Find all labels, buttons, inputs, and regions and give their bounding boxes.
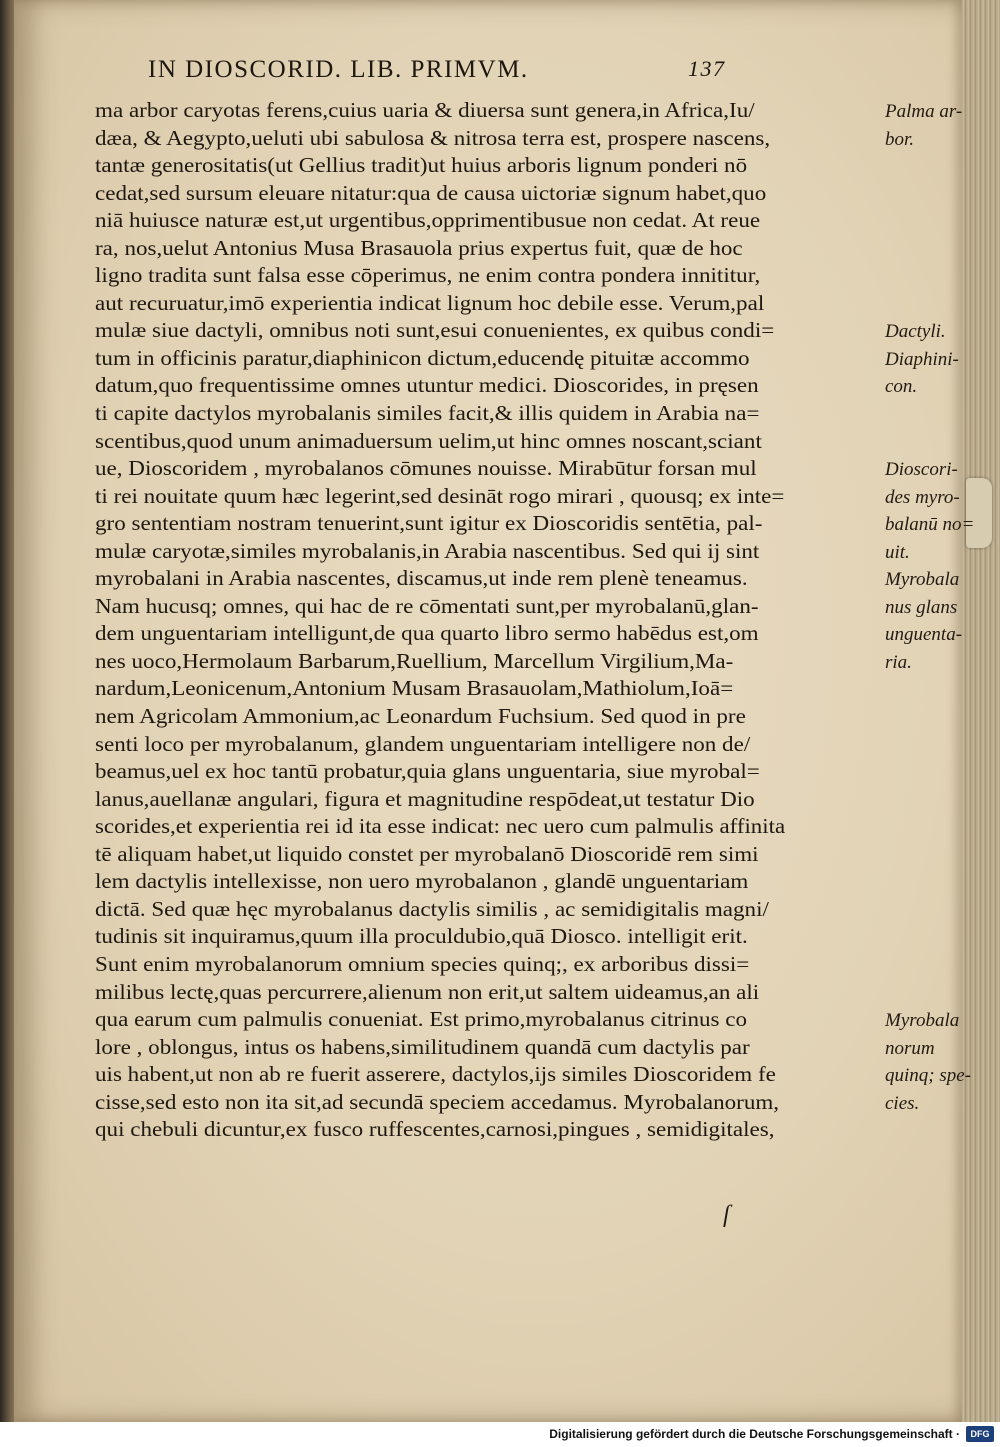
text-line-content: ma arbor caryotas ferens,cuius uaria & diuersa sunt genera,in Africa,Iu/ — [95, 100, 755, 122]
text-line-content: senti loco per myrobalanum, glandem unguentariam intelligere non de/ — [95, 733, 751, 756]
text-line — [95, 814, 787, 842]
text-line — [95, 373, 787, 401]
marginal-note-line: nus glans — [885, 596, 958, 618]
text-line-content: qui chebuli dicuntur,ex fusco ruffescentes,carnosi,pingues , semidigitales, — [95, 1119, 775, 1142]
text-line — [95, 676, 787, 704]
marginal-note-line: Myrobala — [885, 1010, 960, 1032]
running-head-title: IN DIOSCORID. LIB. PRIMVM. — [148, 56, 529, 83]
text-line — [95, 318, 787, 346]
text-line — [95, 1090, 787, 1118]
text-line-content: milibus lectę,quas percurrere,alienum non erit,ut saltem uideamus,an ali — [95, 981, 760, 1004]
marginal-note-line: balanū no= — [885, 514, 975, 536]
text-line — [95, 787, 787, 815]
marginal-note-line: con. — [885, 376, 918, 398]
marginal-note — [885, 318, 959, 401]
text-line — [95, 346, 787, 374]
text-line-content: nes uoco,Hermolaum Barbarum,Ruellium, Marcellum Virgilium,Ma- — [95, 650, 734, 673]
marginal-note-line: Myrobala — [885, 569, 960, 591]
text-line — [95, 566, 787, 594]
text-line — [95, 263, 787, 291]
marginal-note-line: bor. — [885, 128, 915, 150]
marginal-note — [885, 566, 962, 676]
text-line — [95, 1035, 787, 1063]
text-line-content: Nam hucusq; omnes, qui hac de re cōmentati sunt,per myrobalanū,glan- — [95, 595, 759, 618]
text-line-content: uis habent,ut non ab re fuerit asserere, dactylos,ijs similes Dioscoridem fe — [95, 1064, 776, 1087]
text-line-content: beamus,uel ex hoc tantū probatur,quia glans unguentaria, siue myrobal= — [95, 761, 760, 784]
text-line — [95, 456, 787, 484]
text-line — [95, 869, 787, 897]
marginal-note-line: unguenta- — [885, 624, 963, 646]
text-line-content: ligno tradita sunt falsa esse cōperimus, ne enim contra pondera innititur, — [95, 265, 761, 288]
text-line-content: nem Agricolam Ammonium,ac Leonardum Fuchsium. Sed quod in pre — [95, 706, 746, 729]
text-line-content: ti rei nouitate quum hæc legerint,sed desināt rogo mirari , quousq; ex inte= — [95, 485, 785, 508]
text-line — [95, 594, 787, 622]
marginal-note-line: Dioscori- — [885, 459, 958, 481]
text-line-content: ue, Dioscoridem , myrobalanos cōmunes nouisse. Mirabūtur forsan mul — [95, 458, 757, 481]
text-line-content: mulæ caryotæ,similes myrobalanis,in Arabia nascentibus. Sed qui ij sint — [95, 540, 760, 563]
text-line — [95, 704, 787, 732]
marginal-note-line: Dactyli. — [885, 321, 946, 343]
text-line — [95, 1007, 787, 1035]
text-line-content: dæa, & Aegypto,ueluti ubi sabulosa & nitrosa terra est, prospere nascens, — [95, 127, 771, 150]
text-line-content: gro sententiam nostram tenuerint,sunt igitur ex Dioscoridis sentētia, pal- — [95, 513, 763, 536]
marginal-note-line: uit. — [885, 541, 910, 563]
text-line-content: tantæ generositatis(ut Gellius tradit)ut huius arboris lignum ponderi nō — [95, 155, 748, 178]
marginal-note-line: des myro- — [885, 486, 960, 508]
text-line — [95, 732, 787, 760]
marginal-note-line: Diaphini- — [885, 348, 959, 370]
text-line — [95, 511, 787, 539]
text-line-content: datum,quo frequentissime omnes utuntur medici. Dioscorides, in pręsen — [95, 375, 759, 398]
running-head — [148, 56, 748, 96]
text-line — [95, 429, 787, 457]
page-fore-edge — [962, 0, 1000, 1422]
text-line — [95, 484, 787, 512]
marginal-note-line: ria. — [885, 651, 912, 673]
text-line-content: tē aliquam habet,ut liquido constet per myrobalanō Dioscoridē rem simi — [95, 843, 759, 866]
marginal-note-line: cies. — [885, 1092, 920, 1114]
marginal-note-line: quinq; spe- — [885, 1065, 972, 1087]
main-text-block — [95, 98, 975, 1145]
text-line-content: lanus,auellanæ angulari, figura et magnitudine respōdeat,ut testatur Dio — [95, 788, 755, 811]
text-line — [95, 649, 787, 677]
text-line-content: nardum,Leonicenum,Antonium Musam Brasauolam,Mathiolum,Ioā= — [95, 678, 734, 701]
text-line — [95, 1062, 787, 1090]
text-line-content: aut recuruatur,imō experientia indicat lignum hoc debile esse. Verum,pal — [95, 292, 765, 315]
text-line-content: tudinis sit inquiramus,quum illa proculdubio,quā Diosco. intelligit erit. — [95, 926, 748, 949]
marginal-note-line: Palma ar- — [885, 101, 963, 122]
text-line-content: lem dactylis intellexisse, non uero myrobalanon , glandē unguentariam — [95, 871, 749, 894]
text-line — [95, 236, 787, 264]
text-line — [95, 980, 787, 1008]
text-line — [95, 98, 787, 126]
dfg-logo: DFG — [966, 1426, 994, 1442]
text-line — [95, 126, 787, 154]
text-line — [95, 153, 787, 181]
text-line-content: Sunt enim myrobalanorum omnium species quinq;, ex arboribus dissi= — [95, 953, 750, 976]
text-line — [95, 401, 787, 429]
folio-number: 137 — [688, 56, 726, 81]
text-line-content: mulæ siue dactyli, omnibus noti sunt,esui conuenientes, ex quibus condi= — [95, 320, 775, 343]
marginal-note-line: norum — [885, 1037, 935, 1059]
footer-credit-text: Digitalisierung gefördert durch die Deutsche Forschungsgemeinschaft · — [549, 1427, 960, 1441]
text-line-content: ra, nos,uelut Antonius Musa Brasauola prius expertus fuit, quæ de hoc — [95, 237, 743, 260]
text-line — [95, 181, 787, 209]
text-line — [95, 621, 787, 649]
marginal-note — [885, 456, 974, 566]
text-line-content: scorides,et experientia rei id ita esse indicat: nec uero cum palmulis affinita — [95, 816, 786, 839]
text-line — [95, 759, 787, 787]
text-line — [95, 952, 787, 980]
marginal-note — [885, 1007, 971, 1117]
text-line — [95, 1117, 787, 1145]
text-line-content: dictā. Sed quæ hęc myrobalanus dactylis similis , ac semidigitalis magni/ — [95, 898, 769, 921]
text-line — [95, 842, 787, 870]
text-line — [95, 897, 787, 925]
text-line-content: cedat,sed sursum eleuare nitatur:qua de causa uictoriæ signum habet,quo — [95, 182, 767, 205]
text-line-content: cisse,sed esto non ita sit,ad secundā speciem accedamus. Myrobalanorum, — [95, 1091, 780, 1114]
marginal-note — [885, 98, 962, 153]
text-line — [95, 539, 787, 567]
text-line-content: dem unguentariam intelligunt,de qua quarto libro sermo habēdus est,om — [95, 623, 759, 646]
text-line-content: myrobalani in Arabia nascentes, discamus,ut inde rem plenè teneamus. — [95, 568, 748, 591]
text-line-content: tum in officinis paratur,diaphinicon dictum,educendę pituitæ accommo — [95, 347, 750, 370]
text-line-content: ti capite dactylos myrobalanis similes facit,& illis quidem in Arabia na= — [95, 403, 760, 426]
catchword: ſ — [723, 1202, 730, 1228]
text-line — [95, 291, 787, 319]
text-line — [95, 924, 787, 952]
text-line-content: lore , oblongus, intus os habens,similitudinem quandā cum dactylis par — [95, 1036, 750, 1059]
text-line — [95, 208, 787, 236]
digitization-footer — [0, 1422, 1000, 1447]
text-line-content: scentibus,quod unum animaduersum uelim,ut hinc omnes noscant,sciant — [95, 430, 762, 453]
text-line-content: qua earum cum palmulis conueniat. Est primo,myrobalanus citrinus co — [95, 1009, 748, 1032]
text-line-content: niā huiusce naturæ est,ut urgentibus,opprimentibusue non cedat. At reue — [95, 210, 761, 233]
